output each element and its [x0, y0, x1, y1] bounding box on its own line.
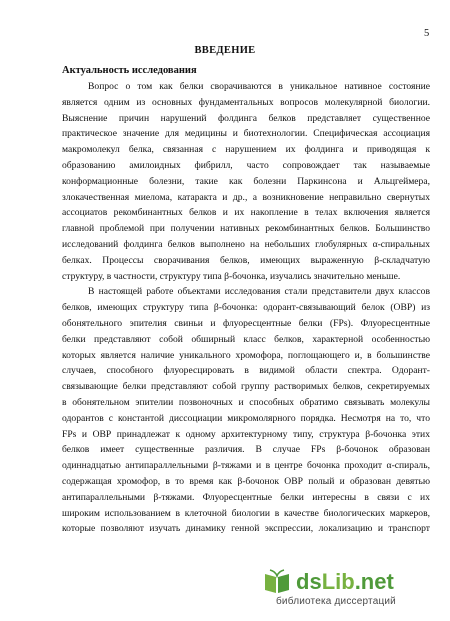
text-line: является одним из основных фундаментальных вопросов молекулярной биологии.: [62, 96, 430, 108]
text-line: В настоящей работе объектами исследования стали представители двух классов: [88, 286, 430, 298]
dslib-watermark[interactable]: [262, 568, 442, 614]
watermark-brand: [296, 568, 394, 596]
text-line: структуру, в частности, структуру типа β-бочонка, изучались значительно меньше.: [62, 270, 401, 282]
text-line: белков, имеющих структуру типа β-бочонка: одорант-связывающий белок (ОВР) из: [62, 302, 430, 314]
text-line: главной проблемой при получении нативных рекомбинантных белков. Большинство: [62, 223, 430, 235]
text-line: связывающие белки представляют собой группу растворимых белков, секретируемых: [62, 381, 430, 393]
text-line: одиннадцатью антипараллельными β-тяжами и в центре бочонка проходит α-спираль,: [62, 460, 430, 472]
text-line: белков имеет существенные различия. В случае FPs β-бочонок образован: [62, 444, 430, 456]
text-line: которые позволяют изучать динамику генной экспрессии, локализацию и транспорт: [62, 523, 430, 535]
brand-lib: Lib: [321, 569, 355, 594]
text-line: злокачественная миелома, катаракта и др., а возникновение неправильно свернутых: [62, 191, 430, 203]
text-line: одорантов с константой диссоциации микромолярного порядка. Несмотря на то, что: [62, 412, 430, 424]
text-line: антипараллельными β-тяжами. Флуоресцентные белки интересны в связи с их: [62, 491, 430, 503]
text-line: широким использованием в клеточной биологии в качестве биологических маркеров,: [62, 507, 430, 519]
text-line: макромолекул белка, связанная с нарушением их фолдинга и приводящая к: [62, 144, 430, 156]
text-line: исследований фолдинга белков выполнено на небольших глобулярных α-спиральных: [62, 238, 430, 250]
book-logo-icon: [262, 568, 292, 596]
text-line: обонятельного эпителия свиньи и флуоресцентные белки (FPs). Флуоресцентные: [62, 317, 430, 329]
text-line: случаев, способного флуоресцировать в видимой области спектра. Одорант-: [62, 365, 430, 377]
text-line: содержащая хромофор, в то время как β-бочонок ОВР полый и образован девятью: [62, 475, 430, 487]
watermark-subtitle: библиотека диссертаций: [276, 596, 396, 607]
text-line: Выяснение причин нарушений фолдинга белков представляет существенное: [62, 112, 430, 124]
text-line: которых является наличие уникального хромофора, поглощающего и, в большинстве: [62, 349, 430, 361]
text-line: конформационные болезни, такие как болезни Паркинсона и Альцгеймера,: [62, 175, 430, 187]
body-text: [62, 79, 430, 537]
text-line: практическое значение для медицины и биотехнологии. Специфическая ассоциация: [62, 128, 430, 140]
text-line: белках. Процессы сворачивания белков, имеющих выраженную β-складчатую: [62, 254, 430, 266]
text-line: белки представляют собой обширный класс белков, характерной особенностью: [62, 333, 430, 345]
brand-net: .net: [354, 569, 394, 594]
text-line: образованию амилоидных фибрилл, часто сопровождает так называемые: [62, 159, 430, 171]
text-line: FPs и ОВР принадлежат к одному архитектурному типу, структура β-бочонка этих: [62, 428, 430, 440]
text-line: ассоциатов рекомбинантных белков и их накопление в телах включения является: [62, 207, 430, 219]
text-line: Вопрос о том как белки сворачиваются в уникальное нативное состояние: [88, 81, 430, 92]
text-line: в обонятельном эпителии позвоночных и способных обратимо связывать молекулы: [62, 396, 430, 408]
subsection-heading: Актуальность исследования: [62, 65, 197, 76]
section-heading: ВВЕДЕНИЕ: [194, 45, 256, 56]
brand-ds: ds: [296, 569, 322, 594]
page-number: 5: [424, 28, 430, 39]
